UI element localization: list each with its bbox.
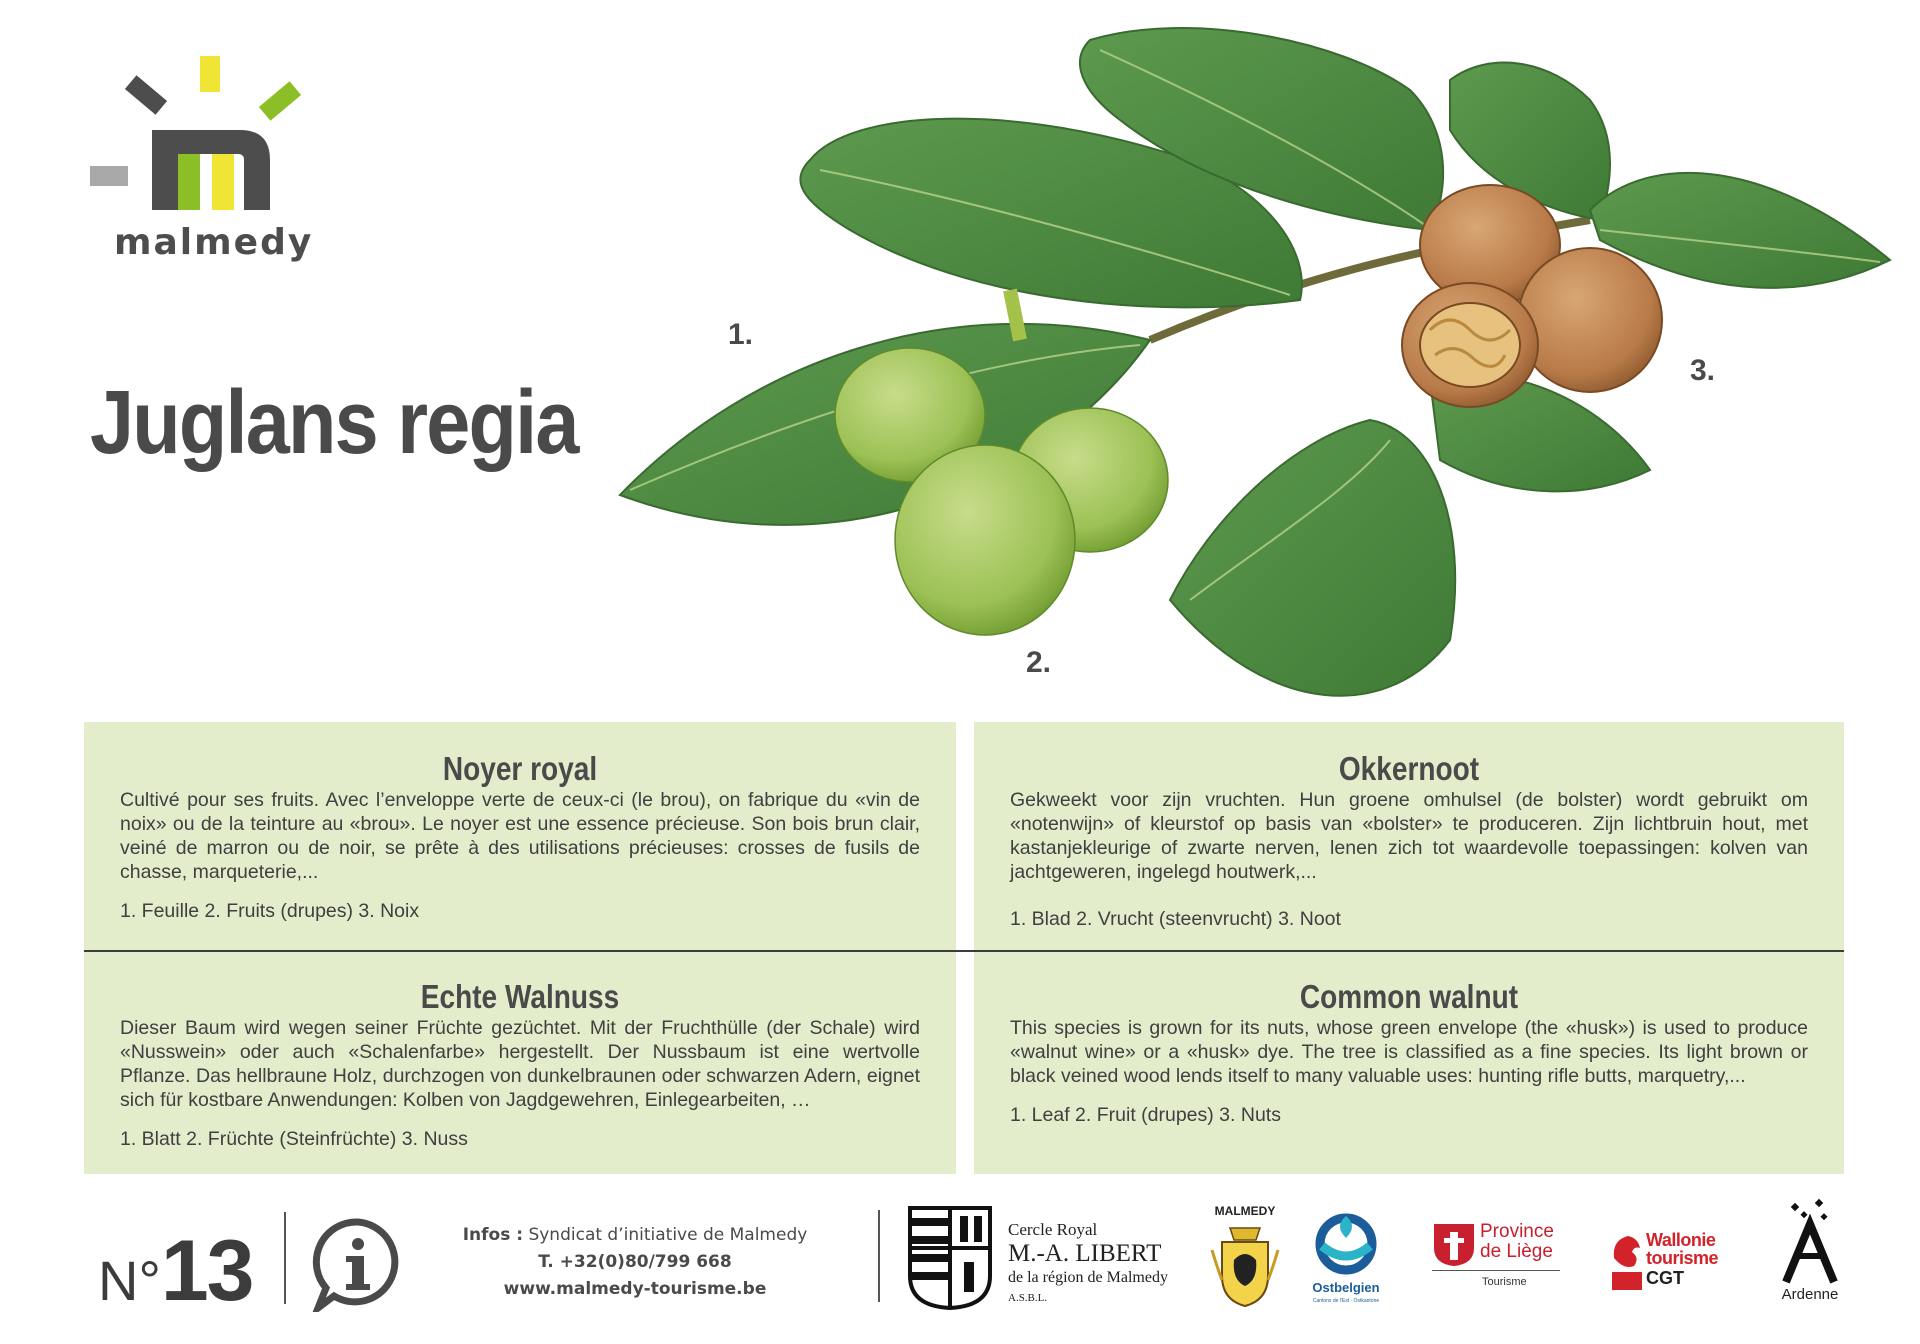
section-french xyxy=(84,722,956,950)
page-title: Juglans regia xyxy=(90,373,578,473)
cercle-line-1: Cercle Royal xyxy=(1008,1220,1098,1239)
province-tourisme: Tourisme xyxy=(1482,1276,1527,1288)
infos-org: Syndicat d’initiative de Malmedy xyxy=(528,1225,808,1245)
malmedy-logo xyxy=(88,52,318,272)
wallonie-line-3: CGT xyxy=(1646,1268,1684,1288)
ostbelgien-icon xyxy=(1306,1210,1386,1276)
malmedy-crest-label: MALMEDY xyxy=(1214,1204,1276,1218)
wallonie-line-2: tourisme xyxy=(1646,1248,1719,1268)
ostbelgien-sub: Cantons de l'Est · Ostkantone xyxy=(1312,1298,1380,1304)
contact-info xyxy=(420,1222,850,1303)
cercle-line-3: de la région de Malmedy xyxy=(1008,1269,1168,1286)
walnut-branch-image xyxy=(590,0,1920,730)
province-liege-logo xyxy=(1432,1222,1560,1294)
cercle-line-4: A.S.B.L. xyxy=(1008,1292,1048,1304)
logo-mark-icon xyxy=(88,52,318,222)
province-line-2: de Liège xyxy=(1480,1241,1553,1262)
wallonie-tourisme-logo xyxy=(1610,1228,1732,1298)
section-parts: 1. Leaf 2. Fruit (drupes) 3. Nuts xyxy=(1010,1104,1281,1126)
section-dutch xyxy=(974,722,1844,950)
section-body: Dieser Baum wird wegen seiner Früchte gezüchtet. Mit der Fruchthülle (der Schale) wird «Nusswein» oder auch «Schalenfarbe» hergestellt. Der Nussbaum ist eine wertvolle Pflanze. Das hellbraune Holz, durchzogen von dunkelbraunen oder schwarzen Adern, eignet sich für kostbare Anwendungen: Kolben von Jagdgewehren, Einlegearbeiten, … xyxy=(120,1017,920,1111)
ardenne-label: Ardenne xyxy=(1781,1286,1839,1303)
section-parts: 1. Blad 2. Vrucht (steenvrucht) 3. Noot xyxy=(1010,908,1341,930)
province-rule xyxy=(1432,1270,1560,1271)
website-link[interactable]: www.malmedy-tourisme.be xyxy=(503,1279,767,1299)
info-icon xyxy=(310,1216,406,1312)
section-heading: Common walnut xyxy=(1299,978,1519,1015)
section-body: This species is grown for its nuts, whose green envelope (the «husk») is used to produce «walnut wine» or a «husk» dye. The tree is classified as a fine species. Its light brown or black veined wood lends itself to many valuable uses: hunting rifle butts, marquetry,... xyxy=(1010,1017,1808,1087)
section-body: Cultivé pour ses fruits. Avec l’enveloppe verte de ceux-ci (le brou), on fabrique du «vin de noix» ou de la teinture au «brou». Le noyer est une essence précieuse. Son bois brun clair, veiné de marron ou de noir, se prête à des utilisations précieuses: crosses de fusils de chasse, marqueterie,... xyxy=(120,789,920,883)
crest-icon xyxy=(1208,1220,1282,1310)
wallonie-line-1: Wallonie xyxy=(1646,1230,1716,1250)
cercle-shield-icon xyxy=(908,1206,992,1310)
label-2: 2. xyxy=(1026,646,1052,679)
cercle-royal-libert xyxy=(1008,1220,1168,1308)
section-english xyxy=(974,952,1844,1174)
rooster-icon xyxy=(1610,1232,1644,1292)
ardenne-icon xyxy=(1772,1198,1848,1286)
province-name xyxy=(1480,1222,1554,1262)
section-heading: Echte Walnuss xyxy=(420,978,620,1015)
infos-label: Infos : xyxy=(462,1225,524,1245)
ostbelgien-logo xyxy=(1306,1210,1386,1310)
number-value: 13 xyxy=(160,1223,253,1319)
footer-divider xyxy=(878,1210,880,1302)
section-parts: 1. Blatt 2. Früchte (Steinfrüchte) 3. Nuss xyxy=(120,1128,468,1150)
label-1: 1. xyxy=(728,318,754,351)
section-heading: Okkernoot xyxy=(1338,750,1480,787)
cercle-line-2: M.-A. LIBERT xyxy=(1008,1240,1162,1267)
province-shield-icon xyxy=(1432,1222,1476,1268)
malmedy-crest xyxy=(1208,1204,1282,1308)
section-parts: 1. Feuille 2. Fruits (drupes) 3. Noix xyxy=(120,900,420,922)
ostbelgien-name: Ostbelgien xyxy=(1312,1280,1380,1295)
walnut-illustration xyxy=(590,0,1920,730)
phone-number: T. +32(0)80/799 668 xyxy=(538,1252,732,1272)
number-prefix: N° xyxy=(98,1249,161,1312)
section-body: Gekweekt voor zijn vruchten. Hun groene omhulsel (de bolster) wordt gebruikt om «notenwijn» of kleurstof op basis van «bolster» te produceren. Zijn lichtbruin hout, met kastanjekleurige of zwarte nerven, lenen zich tot waardevolle toepassingen: kolven van jachtgeweren, ingelegd houtwerk,... xyxy=(1010,789,1808,883)
sheet-number xyxy=(98,1222,253,1321)
ardenne-logo xyxy=(1772,1198,1848,1306)
logo-wordmark: malmedy xyxy=(114,222,314,263)
section-german xyxy=(84,952,956,1174)
footer-divider xyxy=(284,1212,286,1304)
province-line-1: Province xyxy=(1480,1221,1554,1242)
label-3: 3. xyxy=(1690,354,1716,387)
section-heading: Noyer royal xyxy=(442,750,598,787)
